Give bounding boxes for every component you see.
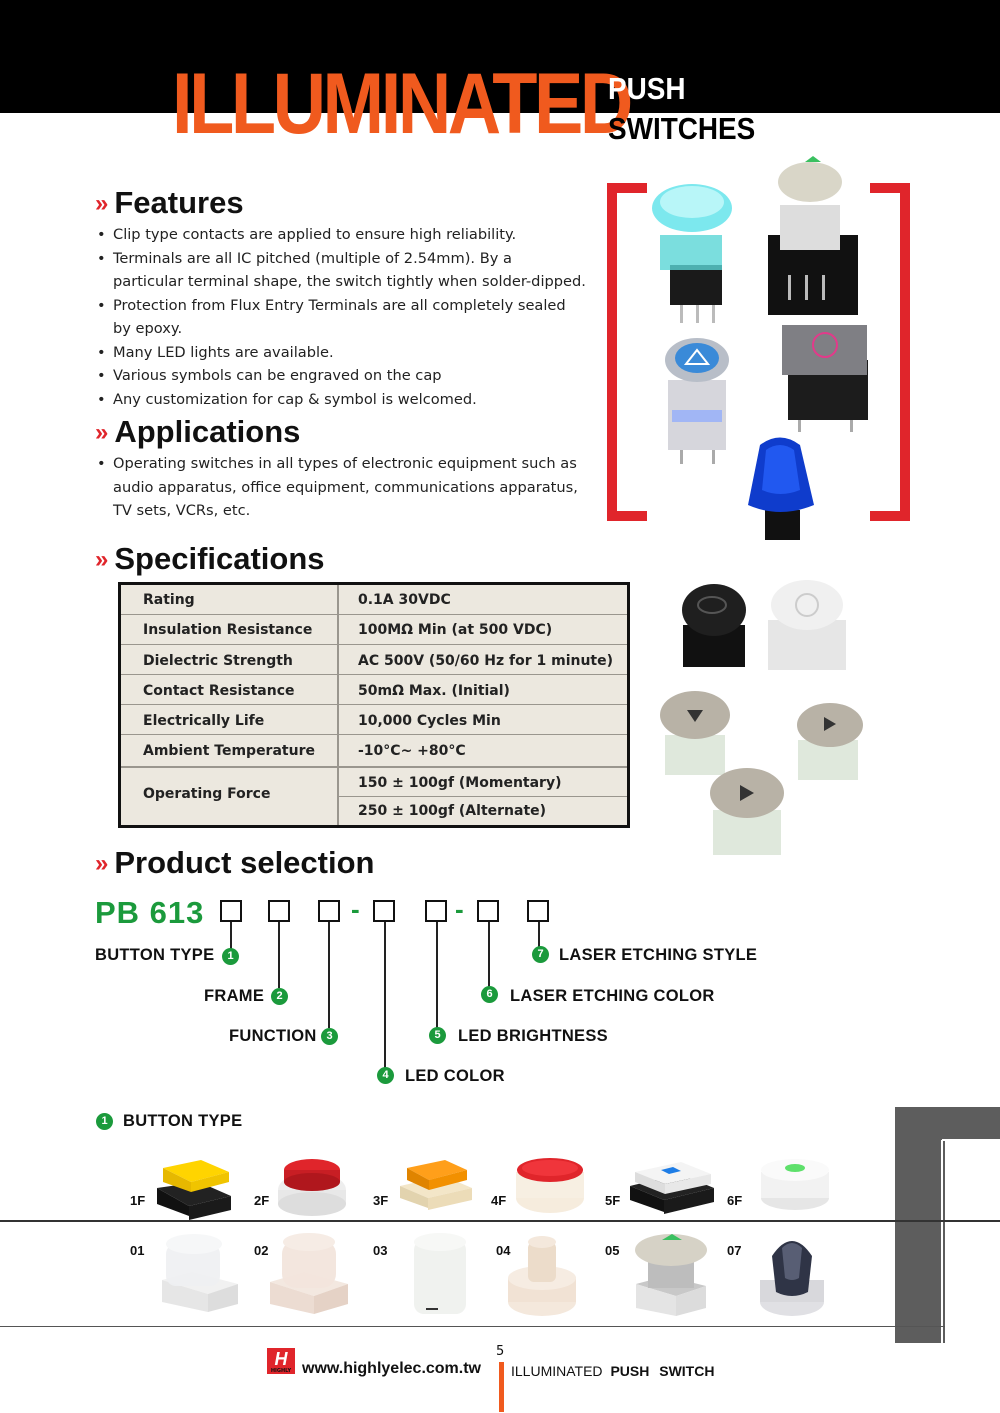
field-label-led-color: LED COLOR (405, 1067, 505, 1085)
number-badge: 3 (321, 1028, 338, 1045)
button-type-code: 5F (605, 1193, 621, 1208)
code-box-6 (477, 900, 499, 922)
connector-line (230, 922, 232, 949)
cap-3f-icon (400, 1160, 472, 1210)
button-type-code: 6F (727, 1193, 743, 1208)
switch-photo-mushroom-1 (660, 691, 730, 775)
switch-photo-dark-square (782, 325, 868, 432)
spec-label: Dielectric Strength (143, 653, 293, 669)
title-illuminated: ILLUMINATED (172, 56, 630, 152)
product-code-prefix: PB 613 (95, 895, 205, 930)
button-type-code: 01 (130, 1243, 145, 1258)
spec-value: 50mΩ Max. (Initial) (358, 683, 510, 699)
specifications-table (118, 582, 630, 828)
title-push: PUSH (608, 71, 686, 106)
field-label-laser-etching-color: LASER ETCHING COLOR (510, 987, 715, 1005)
list-item: • Clip type contacts are applied to ensure high reliability. (96, 223, 586, 247)
switch-photo-blue-square (748, 438, 814, 541)
button-caps-row-2 (150, 1228, 840, 1323)
divider (339, 796, 627, 797)
footer-divider (499, 1362, 504, 1412)
footer-title-b: PUSH (610, 1363, 650, 1379)
number-badge: 4 (377, 1067, 394, 1084)
field-label-frame: FRAME (204, 987, 265, 1005)
footer-url[interactable]: www.highlyelec.com.tw (302, 1360, 481, 1377)
specifications-heading-text: Specifications (114, 541, 325, 576)
cap-04-icon (508, 1236, 576, 1316)
spec-label: Contact Resistance (143, 683, 295, 699)
spec-value: 100MΩ Min (at 500 VDC) (358, 622, 553, 638)
code-box-1 (220, 900, 242, 922)
number-badge: 5 (429, 1027, 446, 1044)
cap-05-icon (635, 1234, 707, 1316)
connector-line (328, 922, 330, 1028)
number-badge: 7 (532, 946, 549, 963)
field-label-button-type: BUTTON TYPE (95, 946, 215, 964)
table-row (121, 705, 627, 735)
applications-heading-text: Applications (114, 414, 301, 449)
connector-line (384, 922, 386, 1068)
code-dash: - (351, 894, 360, 924)
table-row (121, 735, 627, 768)
connector-line (538, 922, 540, 949)
button-type-code: 02 (254, 1243, 268, 1258)
footer-title (511, 1363, 714, 1379)
code-box-4 (373, 900, 395, 922)
product-photo-collage (600, 150, 920, 550)
button-type-code: 2F (254, 1193, 270, 1208)
switch-photo-silver-mushroom (768, 156, 858, 315)
spec-label: Rating (143, 592, 195, 608)
button-type-code: 03 (373, 1243, 388, 1258)
button-type-code: 05 (605, 1243, 620, 1258)
specifications-heading (95, 541, 325, 578)
cap-5f-icon (630, 1162, 714, 1214)
number-badge: 1 (96, 1113, 113, 1130)
code-box-5 (425, 900, 447, 922)
button-type-code: 1F (130, 1193, 146, 1208)
spec-value: 250 ± 100gf (Alternate) (358, 803, 547, 819)
button-type-code: 07 (727, 1243, 742, 1258)
field-label-function: FUNCTION (229, 1027, 317, 1045)
switch-photo-cyan (652, 184, 732, 323)
features-heading-text: Features (114, 185, 244, 220)
switch-photo-black-cap (682, 584, 746, 667)
spec-value: 10,000 Cycles Min (358, 713, 501, 729)
number-badge: 6 (481, 986, 498, 1003)
list-item: • Various symbols can be engraved on the cap (96, 364, 586, 388)
spec-value: 150 ± 100gf (Momentary) (358, 775, 562, 791)
list-item: • Many LED lights are available. (96, 341, 586, 365)
switch-photo-mushroom-2 (797, 703, 863, 780)
applications-heading (95, 414, 300, 451)
product-selection-heading-text: Product selection (114, 845, 375, 880)
list-item: • Operating switches in all types of electronic equipment such as audio apparatus, office equipment, communications apparatus, TV sets, VCRs, etc. (96, 452, 586, 523)
cap-01-icon (162, 1234, 238, 1312)
button-type-code: 04 (496, 1243, 511, 1258)
logo-caption: HIGHLY (270, 1368, 292, 1374)
corner-block-decoration (895, 1107, 1000, 1343)
title-switches: SWITCHES (608, 111, 756, 146)
footer-title-a: ILLUMINATED (511, 1363, 603, 1379)
product-selection-heading (95, 845, 374, 882)
bracket-left-icon (607, 183, 647, 521)
code-box-2 (268, 900, 290, 922)
button-type-code: 4F (491, 1193, 507, 1208)
table-row (121, 585, 627, 615)
code-dash: - (455, 894, 464, 924)
cap-4f-icon (516, 1158, 584, 1213)
divider (0, 1326, 945, 1327)
chevron-right-icon: » (95, 419, 109, 446)
table-row (121, 645, 627, 675)
cap-07-icon (760, 1241, 824, 1316)
features-heading (95, 185, 244, 222)
connector-line (488, 922, 490, 988)
spec-label: Ambient Temperature (143, 743, 315, 759)
cap-6f-icon (761, 1159, 829, 1210)
list-item: • Terminals are all IC pitched (multiple of 2.54mm). By a particular terminal shape, the switch tightly when solder-dipped. (96, 247, 586, 294)
spec-label: Operating Force (143, 786, 271, 802)
connector-line (278, 922, 280, 988)
button-type-code: 3F (373, 1193, 389, 1208)
cap-1f-icon (157, 1160, 231, 1220)
button-caps-row-1 (145, 1148, 845, 1223)
switch-photo-mushroom-3 (710, 768, 784, 855)
spec-label: Electrically Life (143, 713, 265, 729)
page-number: 5 (496, 1344, 505, 1359)
button-type-heading: BUTTON TYPE (123, 1112, 243, 1130)
cap-2f-icon (278, 1159, 346, 1216)
spec-label: Insulation Resistance (143, 622, 313, 638)
connector-line (436, 922, 438, 1028)
spec-value: AC 500V (50/60 Hz for 1 minute) (358, 653, 614, 669)
chevron-right-icon: » (95, 850, 109, 877)
number-badge: 2 (271, 988, 288, 1005)
cap-03-icon (414, 1233, 466, 1314)
footer-title-c: SWITCH (659, 1363, 715, 1379)
chevron-right-icon: » (95, 190, 109, 217)
divider (337, 585, 339, 825)
chevron-right-icon: » (95, 546, 109, 573)
spec-value: -10°C~ +80°C (358, 743, 466, 759)
product-photo-group (650, 575, 870, 865)
field-label-laser-etching-style: LASER ETCHING STYLE (559, 946, 758, 964)
bracket-right-icon (870, 183, 910, 521)
field-label-led-brightness: LED BRIGHTNESS (458, 1027, 608, 1045)
code-box-3 (318, 900, 340, 922)
table-row (121, 615, 627, 645)
switch-photo-blue-triangle (665, 338, 729, 464)
list-item: • Protection from Flux Entry Terminals are all completely sealed by epoxy. (96, 294, 586, 341)
table-row (121, 768, 627, 825)
table-row (121, 675, 627, 705)
features-list (96, 223, 586, 411)
applications-list (96, 452, 586, 523)
spec-value: 0.1A 30VDC (358, 592, 451, 608)
list-item: • Any customization for cap & symbol is welcomed. (96, 388, 586, 412)
code-box-7 (527, 900, 549, 922)
number-badge: 1 (222, 948, 239, 965)
switch-photo-white-cap (768, 580, 846, 670)
logo: H (267, 1348, 295, 1374)
cap-02-icon (270, 1233, 348, 1314)
